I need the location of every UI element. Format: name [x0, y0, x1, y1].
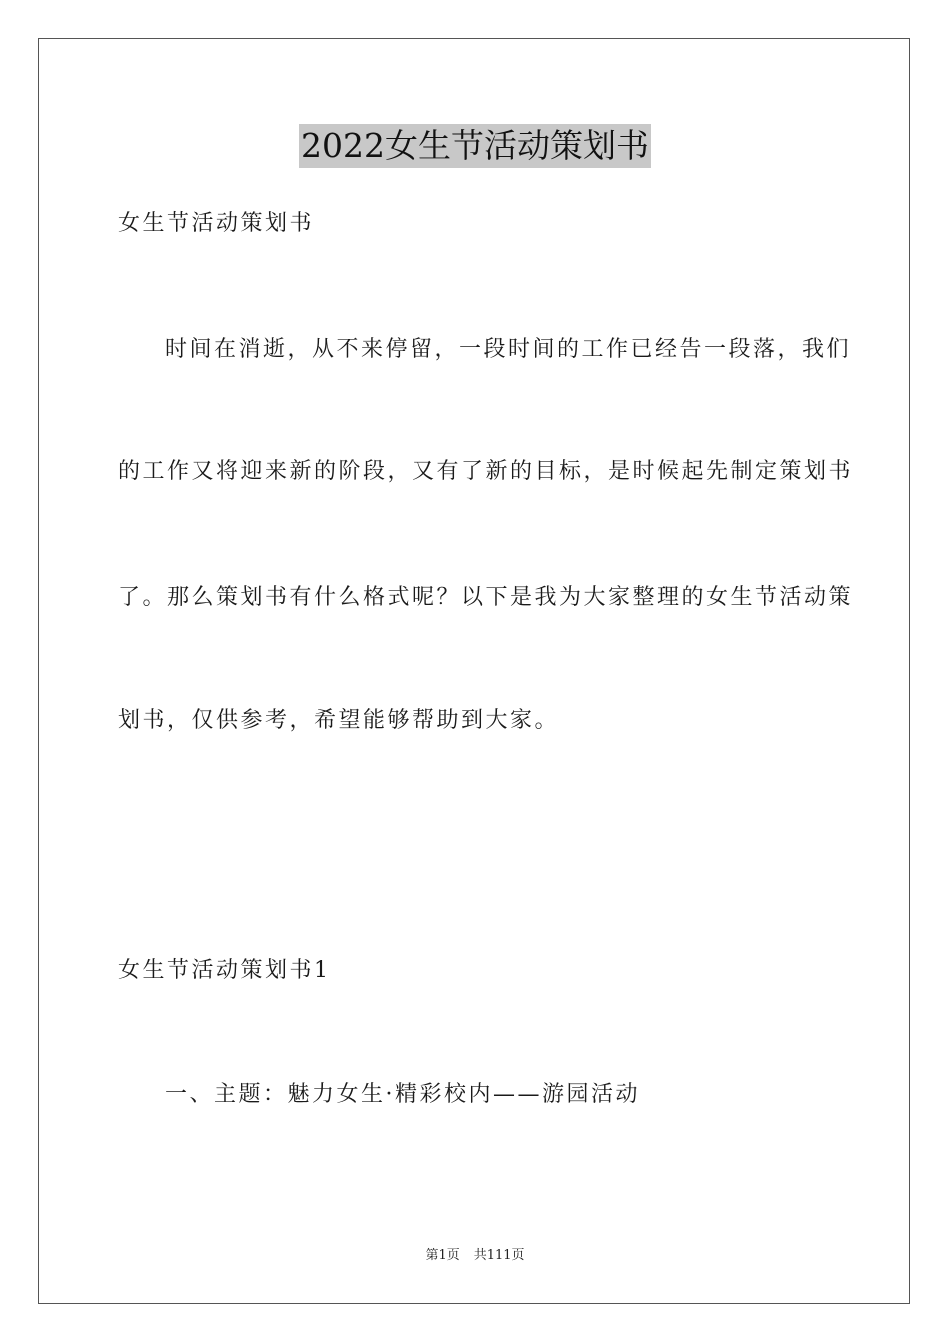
intro-line-1: 时间在消逝，从不来停留，一段时间的工作已经告一段落，我们: [165, 337, 852, 362]
page-total: 共111页: [473, 1248, 525, 1263]
document-subtitle: 女生节活动策划书: [118, 211, 315, 236]
title-wrapper: [0, 124, 950, 168]
page-footer: [0, 1247, 950, 1265]
section-item: 一、主题：魅力女生·精彩校内——游园活动: [165, 1082, 640, 1107]
intro-line-2: 的工作又将迎来新的阶段，又有了新的目标，是时候起先制定策划书: [118, 459, 854, 484]
page-number: 第1页: [425, 1248, 460, 1263]
intro-line-4: 划书，仅供参考，希望能够帮助到大家。: [118, 708, 560, 733]
intro-line-3: 了。那么策划书有什么格式呢？以下是我为大家整理的女生节活动策: [118, 585, 854, 610]
document-title: 2022女生节活动策划书: [299, 124, 651, 168]
section-heading: 女生节活动策划书1: [118, 958, 331, 983]
